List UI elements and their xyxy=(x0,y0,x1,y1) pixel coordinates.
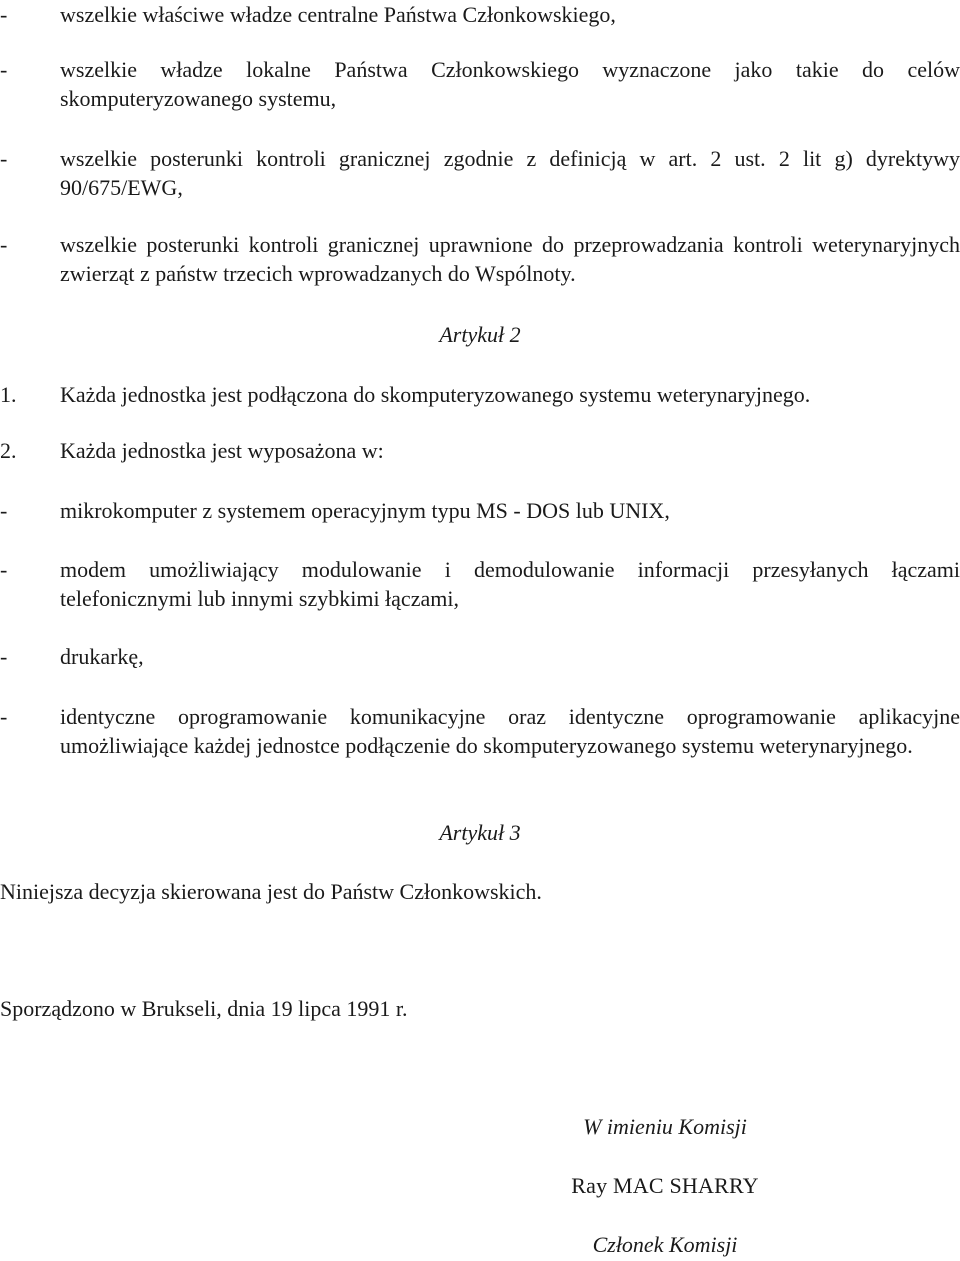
list-item-text: wszelkie właściwe władze centralne Państwa Członkowskiego, xyxy=(60,2,616,27)
list-bullet: - xyxy=(0,498,8,523)
list-bullet: - xyxy=(0,704,8,729)
article-3-text: Niniejsza decyzja skierowana jest do Państw Członkowskich. xyxy=(0,879,542,904)
point-text: Każda jednostka jest wyposażona w: xyxy=(60,438,384,463)
list-item-text: wszelkie posterunki kontroli granicznej uprawnione do przeprowadzania kontroli weterynaryjnych zwierząt z państw trzecich wprowadzanych do Wspólnoty. xyxy=(60,232,960,286)
list-item-text: modem umożliwiający modulowanie i demodulowanie informacji przesyłanych łączami telefonicznymi lub innymi szybkimi łączami, xyxy=(60,557,960,611)
list-item-text: mikrokomputer z systemem operacyjnym typu MS - DOS lub UNIX, xyxy=(60,498,670,523)
list-bullet: - xyxy=(0,2,8,27)
article-3-heading: Artykuł 3 xyxy=(439,820,521,845)
list-bullet: - xyxy=(0,557,8,582)
list-bullet: - xyxy=(0,232,8,257)
list-item-text: wszelkie posterunki kontroli granicznej zgodnie z definicją w art. 2 ust. 2 lit g) dyrektywy 90/675/EWG, xyxy=(60,146,960,200)
place-and-date: Sporządzono w Brukseli, dnia 19 lipca 1991 r. xyxy=(0,996,408,1021)
point-number: 1. xyxy=(0,382,17,407)
list-item-text: wszelkie władze lokalne Państwa Członkowskiego wyznaczone jako takie do celów skomputeryzowanego systemu, xyxy=(60,57,960,111)
signature-name: Ray MAC SHARRY xyxy=(571,1173,759,1198)
point-number: 2. xyxy=(0,438,17,463)
signature-on-behalf: W imieniu Komisji xyxy=(583,1114,747,1139)
list-bullet: - xyxy=(0,57,8,82)
point-text: Każda jednostka jest podłączona do skomputeryzowanego systemu weterynaryjnego. xyxy=(60,382,811,407)
list-item-text: drukarkę, xyxy=(60,644,144,669)
list-bullet: - xyxy=(0,644,8,669)
article-2-heading: Artykuł 2 xyxy=(439,322,521,347)
list-bullet: - xyxy=(0,146,8,171)
list-item-text: identyczne oprogramowanie komunikacyjne oraz identyczne oprogramowanie aplikacyjne umożliwiające każdej jednostce podłączenie do skomputeryzowanego systemu weterynaryjnego. xyxy=(60,704,960,758)
signature-role: Członek Komisji xyxy=(592,1232,738,1257)
